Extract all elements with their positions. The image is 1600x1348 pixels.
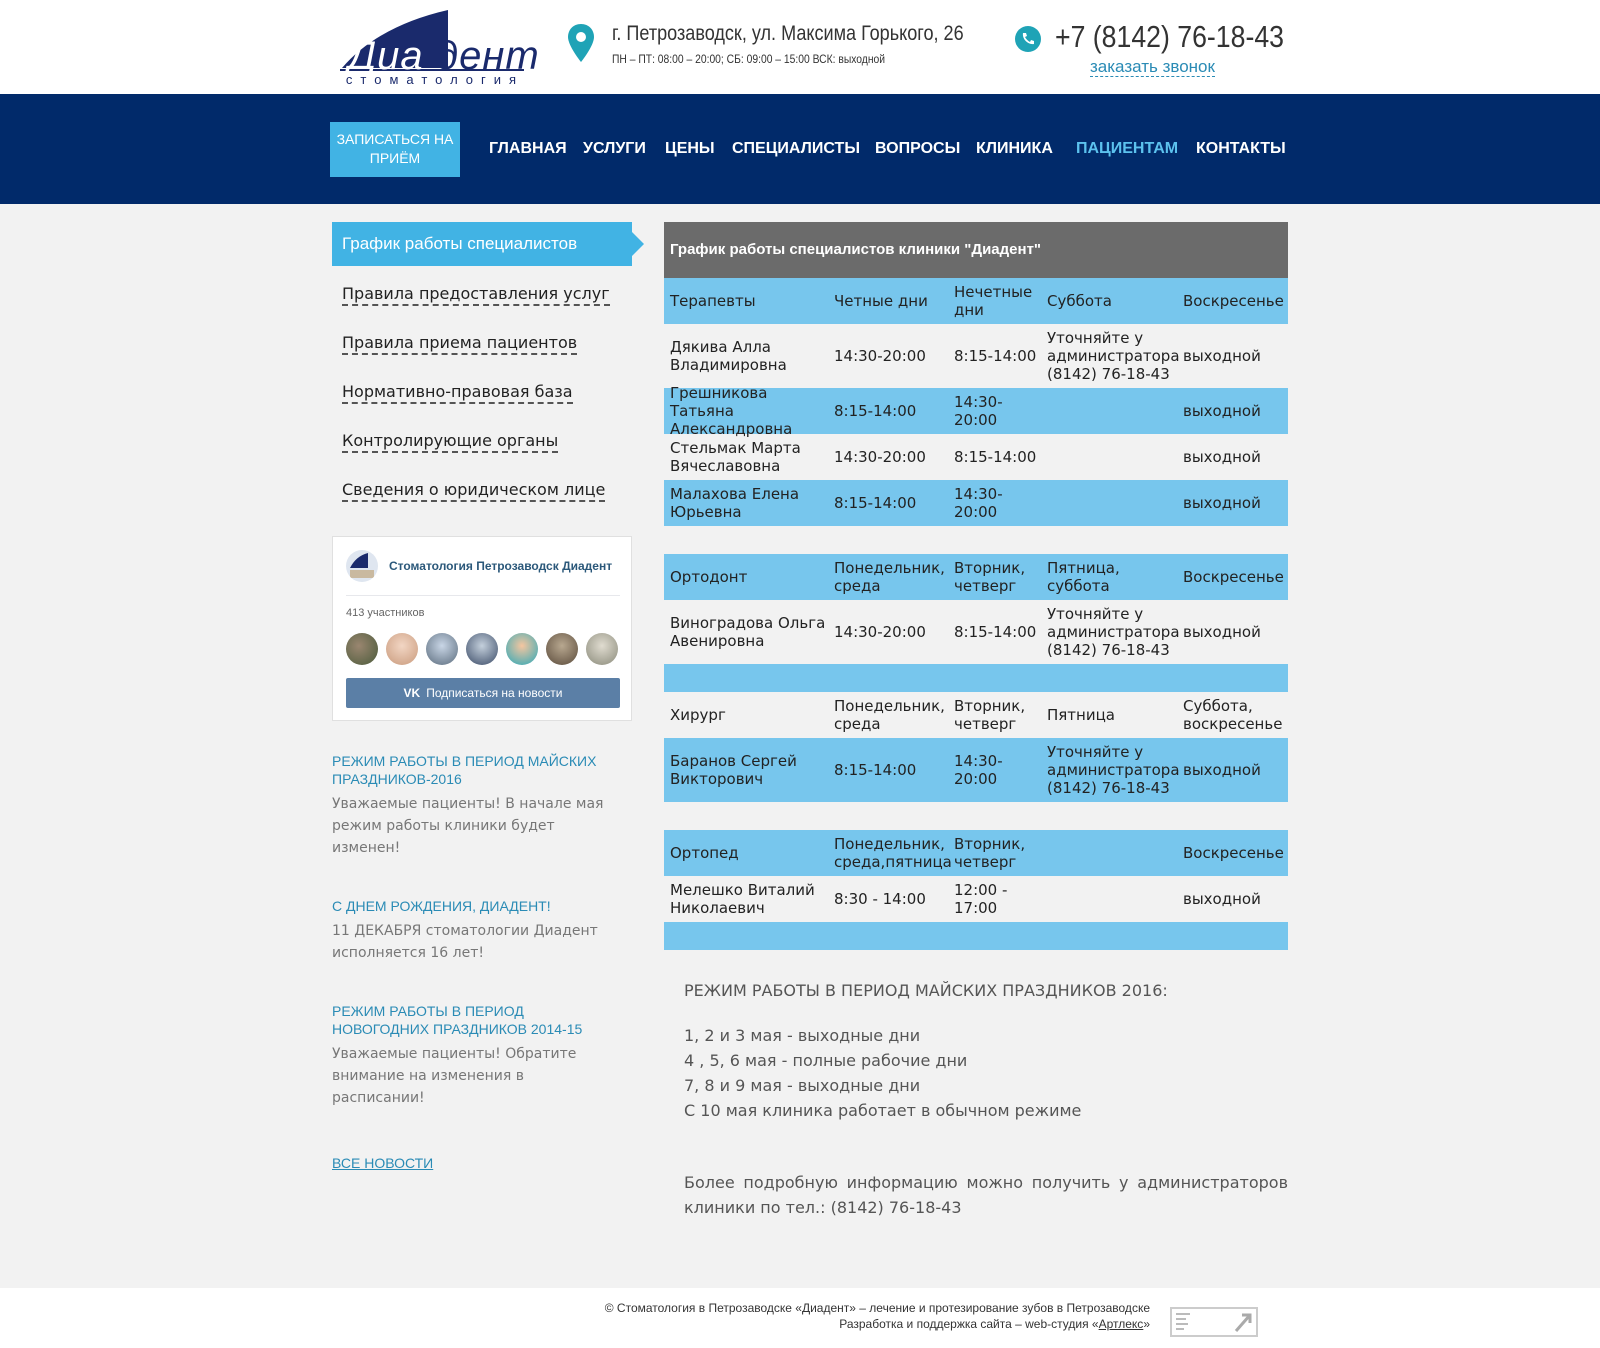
table-cell: Виноградова Ольга Авенировна — [670, 614, 826, 650]
table-cell: Малахова Елена Юрьевна — [670, 485, 800, 521]
more-info-text: Более подробную информацию можно получить у администраторов клиники по тел.: (8142) 76-18-43 — [684, 1173, 1288, 1217]
all-news-link[interactable]: ВСЕ НОВОСТИ — [332, 1155, 434, 1171]
studio-logo-icon[interactable] — [1170, 1307, 1258, 1337]
table-row — [664, 324, 1288, 388]
table-header-cell: Понедельник, среда — [834, 697, 945, 733]
table-cell: 8:15-14:00 — [954, 448, 1037, 466]
table-header-cell: Понедельник, среда,пятница — [834, 835, 952, 871]
table-cell: выходной — [1183, 890, 1261, 908]
table-cell: Стельмак Марта Вячеславовна — [670, 439, 801, 475]
table-cell: 8:15-14:00 — [834, 494, 917, 512]
footer-credits — [839, 1317, 1150, 1331]
news-text: Уважаемые пациенты! В начале мая режим работы клиники будет изменен! — [332, 796, 604, 856]
sidebar-item-legal-base[interactable]: Нормативно-правовая база — [342, 382, 573, 404]
vk-member-avatar[interactable] — [386, 633, 418, 665]
nav-item-home[interactable]: ГЛАВНАЯ — [489, 140, 567, 157]
table-header-cell: Суббота — [1047, 292, 1112, 310]
table-header-row — [664, 830, 1288, 876]
nav-item-prices[interactable]: ЦЕНЫ — [665, 140, 715, 157]
table-cell: выходной — [1183, 761, 1261, 779]
table-cell: Грешникова Татьяна Александровна — [670, 384, 793, 438]
footer-copyright: © Стоматология в Петрозаводске «Диадент» – лечение и протезирование зубов в Петрозаводске — [604, 1301, 1150, 1315]
location-pin-icon — [568, 24, 594, 66]
table-header-cell: Воскресенье — [1183, 568, 1284, 586]
nav-item-questions[interactable]: ВОПРОСЫ — [875, 140, 961, 157]
table-cell: 8:15-14:00 — [834, 402, 917, 420]
schedule-table-title: График работы специалистов клиники "Диадент" — [664, 222, 1288, 278]
table-cell: Уточняйте у администратора (8142) 76-18-43 — [1047, 329, 1180, 383]
table-header-cell: Воскресенье — [1183, 292, 1284, 310]
vk-widget — [332, 536, 632, 721]
vk-member-avatar[interactable] — [506, 633, 538, 665]
studio-link[interactable]: Артлекс — [1098, 1317, 1144, 1331]
schedule-table — [664, 222, 1288, 950]
table-header-cell: Вторник, четверг — [954, 559, 1026, 595]
table-cell: 14:30-20:00 — [954, 393, 1003, 429]
vk-divider — [346, 595, 620, 596]
table-cell: выходной — [1183, 623, 1261, 641]
vk-subscribe-label: Подписаться на новости — [426, 686, 563, 700]
news-title[interactable]: РЕЖИМ РАБОТЫ В ПЕРИОД МАЙСКИХ ПРАЗДНИКОВ-2016 — [332, 753, 597, 787]
sidebar-item-supervisory-bodies[interactable]: Контролирующие органы — [342, 431, 558, 453]
table-header-cell: Четные дни — [834, 292, 928, 310]
holiday-line: 4 , 5, 6 мая - полные рабочие дни — [684, 1051, 968, 1070]
holiday-line: 1, 2 и 3 мая - выходные дни — [684, 1026, 921, 1045]
address: г. Петрозаводск, ул. Максима Горького, 26 — [612, 22, 964, 45]
news-title[interactable]: С ДНЕМ РОЖДЕНИЯ, ДИАДЕНТ! — [332, 898, 551, 914]
table-header-cell: Воскресенье — [1183, 844, 1284, 862]
table-cell: 14:30-20:00 — [954, 752, 1003, 788]
table-cell: 12:00 - 17:00 — [954, 881, 1008, 917]
table-cell: выходной — [1183, 402, 1261, 420]
table-cell: Дякива Алла Владимировна — [670, 338, 787, 374]
sidebar-item-admission-rules[interactable]: Правила приема пациентов — [342, 333, 577, 355]
table-header-cell: Хирург — [670, 706, 726, 724]
table-cell: 14:30-20:00 — [834, 623, 926, 641]
table-cell: 14:30-20:00 — [954, 485, 1003, 521]
table-cell: 14:30-20:00 — [834, 347, 926, 365]
table-spacer — [664, 802, 1288, 830]
main-nav — [0, 94, 1600, 204]
callback-link[interactable]: заказать звонок — [1090, 57, 1215, 76]
table-header-row — [664, 554, 1288, 600]
table-row — [664, 600, 1288, 664]
table-header-cell: Вторник, четверг — [954, 835, 1026, 871]
table-header-cell: Вторник, четверг — [954, 697, 1026, 733]
nav-item-services[interactable]: УСЛУГИ — [583, 140, 646, 157]
sidebar-item-schedule[interactable]: График работы специалистов — [332, 222, 632, 266]
footer-credits-prefix: Разработка и поддержка сайта – web-студия « — [839, 1317, 1099, 1331]
vk-group-name[interactable]: Стоматология Петрозаводск Диадент — [389, 559, 613, 573]
vk-member-avatar[interactable] — [346, 633, 378, 665]
book-appointment-label: ЗАПИСАТЬСЯ НА ПРИЁМ — [336, 131, 454, 166]
news-text: Уважаемые пациенты! Обратите внимание на изменения в расписании! — [332, 1046, 577, 1106]
table-row — [664, 384, 1288, 438]
table-cell: выходной — [1183, 494, 1261, 512]
holiday-title: РЕЖИМ РАБОТЫ В ПЕРИОД МАЙСКИХ ПРАЗДНИКОВ 2016: — [684, 981, 1168, 1000]
logo-word-part1: Диа — [348, 34, 424, 78]
table-cell: Уточняйте у администратора (8142) 76-18-43 — [1047, 743, 1180, 797]
nav-item-patients[interactable]: ПАЦИЕНТАМ — [1076, 140, 1179, 157]
logo-subtitle: стоматология — [345, 72, 525, 87]
vk-member-avatar[interactable] — [466, 633, 498, 665]
news-title[interactable]: РЕЖИМ РАБОТЫ В ПЕРИОД НОВОГОДНИХ ПРАЗДНИКОВ 2014-15 — [332, 1003, 583, 1037]
table-cell: 14:30-20:00 — [834, 448, 926, 466]
table-spacer — [664, 526, 1288, 554]
holiday-line: 7, 8 и 9 мая - выходные дни — [684, 1076, 921, 1095]
nav-item-clinic[interactable]: КЛИНИКА — [976, 140, 1053, 157]
table-header-row — [664, 278, 1288, 324]
table-header-cell: Терапевты — [670, 292, 756, 310]
sidebar-item-service-rules[interactable]: Правила предоставления услуг — [342, 284, 610, 306]
holiday-line: С 10 мая клиника работает в обычном режиме — [684, 1101, 1082, 1120]
logo[interactable] — [338, 6, 540, 88]
table-blue-bar — [664, 922, 1288, 950]
table-cell: выходной — [1183, 347, 1261, 365]
table-cell: 8:15-14:00 — [834, 761, 917, 779]
table-header-cell: Ортопед — [670, 844, 739, 862]
vk-members-count: 413 участников — [346, 607, 425, 619]
sidebar-item-legal-entity[interactable]: Сведения о юридическом лице — [342, 480, 605, 502]
vk-member-avatar[interactable] — [586, 633, 618, 665]
nav-item-contacts[interactable]: КОНТАКТЫ — [1196, 140, 1286, 157]
news-text: 11 ДЕКАБРЯ стоматологии Диадент исполняется 16 лет! — [332, 923, 598, 961]
header — [0, 0, 1600, 94]
table-row — [664, 876, 1288, 922]
vk-member-avatar[interactable] — [546, 633, 578, 665]
table-cell: Баранов Сергей Викторович — [670, 752, 797, 788]
table-cell: выходной — [1183, 448, 1261, 466]
table-header-cell: Суббота, воскресенье — [1183, 697, 1283, 733]
table-blue-bar — [664, 664, 1288, 692]
table-row — [664, 738, 1288, 802]
vk-subscribe-button[interactable] — [346, 678, 620, 708]
table-cell: 8:30 - 14:00 — [834, 890, 926, 908]
footer-credits-suffix: » — [1143, 1317, 1150, 1331]
table-cell: Уточняйте у администратора (8142) 76-18-43 — [1047, 605, 1180, 659]
working-hours: ПН – ПТ: 08:00 – 20:00; СБ: 09:00 – 15:00 ВСК: выходной — [612, 52, 886, 66]
logo-word-part2: дент — [436, 34, 540, 78]
table-header-cell: Пятница, суббота — [1047, 559, 1120, 595]
footer — [0, 1288, 1600, 1348]
table-header-cell: Пятница — [1047, 706, 1115, 724]
vk-group-avatar[interactable] — [346, 550, 378, 582]
table-cell: 8:15-14:00 — [954, 347, 1037, 365]
book-appointment-button[interactable] — [330, 122, 460, 177]
table-header-cell: Нечетные дни — [954, 283, 1033, 319]
vk-logo-icon: VK — [403, 686, 421, 700]
table-cell: Мелешко Виталий Николаевич — [670, 881, 815, 917]
phone-number[interactable]: +7 (8142) 76-18-43 — [1055, 19, 1285, 54]
table-header-cell: Ортодонт — [670, 568, 748, 586]
table-cell: 8:15-14:00 — [954, 623, 1037, 641]
nav-item-specialists[interactable]: СПЕЦИАЛИСТЫ — [732, 140, 860, 157]
vk-member-avatar[interactable] — [426, 633, 458, 665]
phone-icon — [1015, 26, 1041, 56]
table-row — [664, 480, 1288, 526]
table-header-row — [664, 692, 1288, 738]
table-row — [664, 434, 1288, 480]
table-header-cell: Понедельник, среда — [834, 559, 945, 595]
